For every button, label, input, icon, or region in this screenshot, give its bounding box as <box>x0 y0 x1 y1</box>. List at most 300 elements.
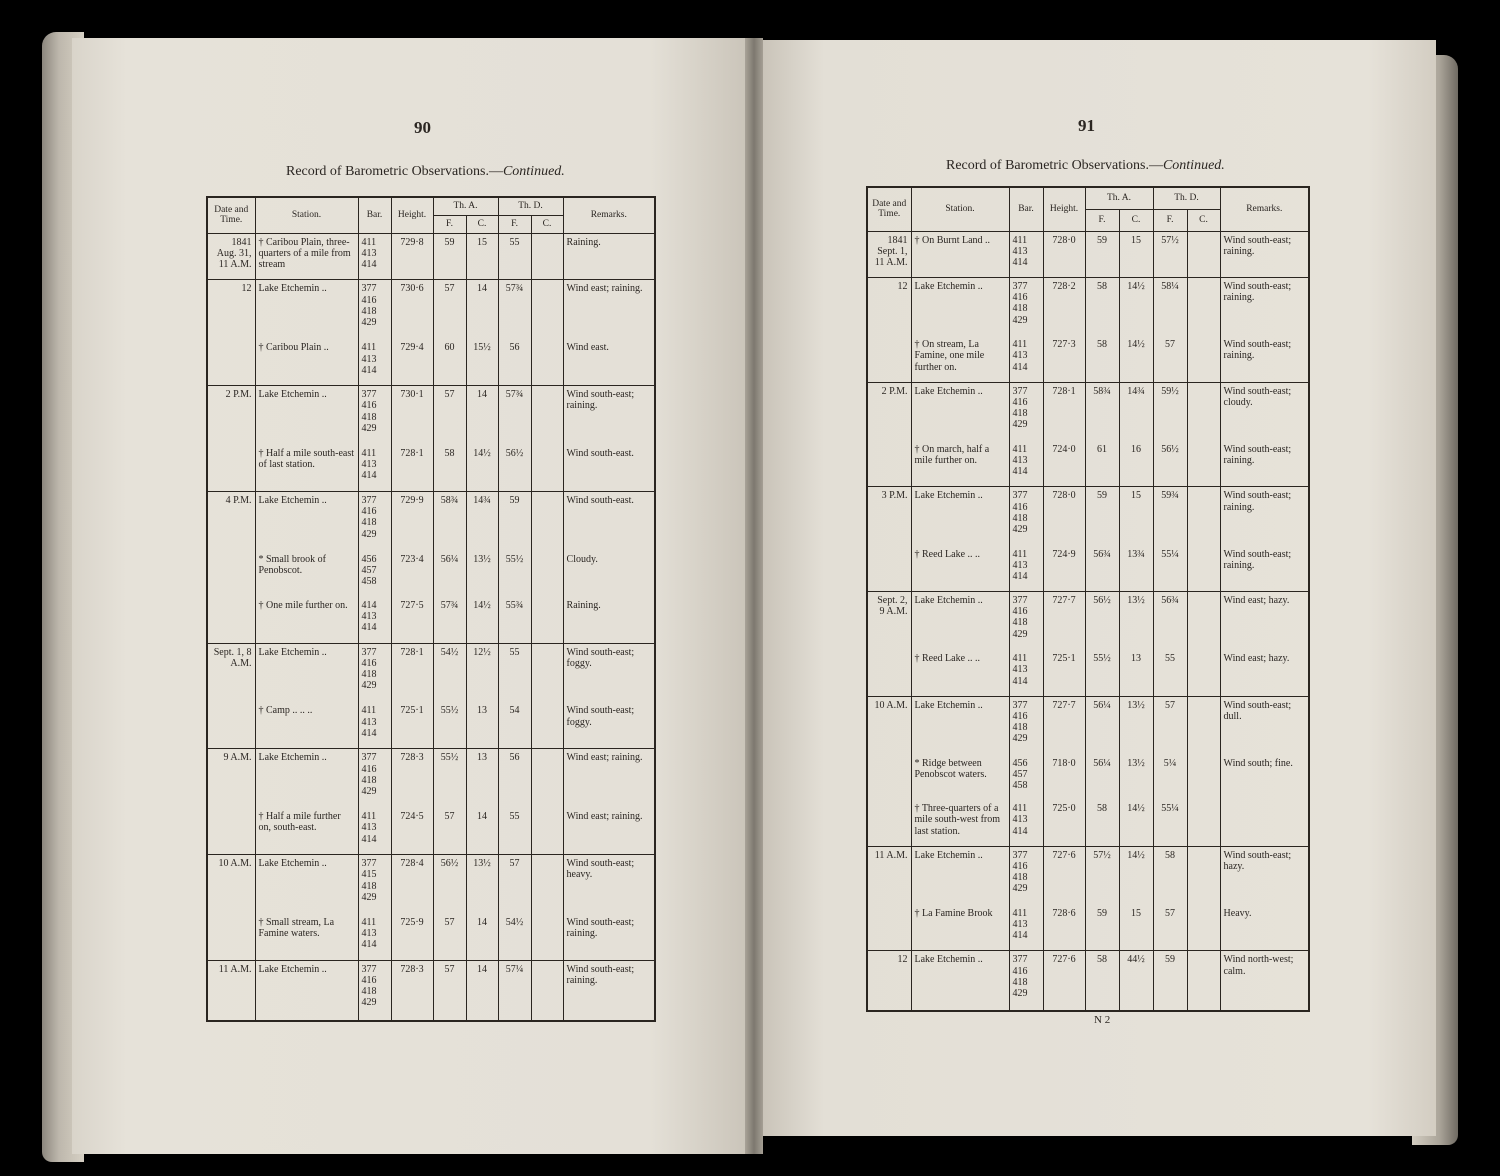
header-height: Height. <box>1043 187 1085 231</box>
height-cell: 725·0 <box>1043 800 1085 846</box>
date-cell <box>207 339 255 385</box>
height-cell: 730·1 <box>391 386 433 445</box>
station-cell: † Half a mile further on, south-east. <box>255 808 358 854</box>
table-row <box>207 808 655 854</box>
date-cell: 10 A.M. <box>207 855 255 914</box>
th-d-c-cell <box>1187 696 1220 755</box>
th-a-c-cell: 15 <box>1119 905 1153 951</box>
station-cell: Lake Etchemin .. <box>255 386 358 445</box>
table-row <box>867 231 1309 278</box>
remarks-cell: Wind south-east; foggy. <box>563 702 655 748</box>
th-a-f-cell: 56¼ <box>1085 696 1119 755</box>
station-cell: † Small stream, La Famine waters. <box>255 914 358 960</box>
remarks-cell: Wind east; raining. <box>563 749 655 808</box>
height-cell: 724·5 <box>391 808 433 854</box>
remarks-cell: Wind south-east; raining. <box>1220 487 1309 546</box>
bar-cell: 377 416 418 429 <box>1009 696 1043 755</box>
bar-cell: 377 415 418 429 <box>358 855 391 914</box>
th-a-c-cell: 13½ <box>1119 696 1153 755</box>
station-cell: Lake Etchemin .. <box>255 749 358 808</box>
station-cell: Lake Etchemin .. <box>911 487 1009 546</box>
th-d-f-cell: 55¼ <box>1153 546 1187 592</box>
th-d-f-cell: 5¼ <box>1153 755 1187 800</box>
remarks-cell: Wind north-west; calm. <box>1220 951 1309 1011</box>
table-row <box>867 592 1309 651</box>
remarks-cell: Raining. <box>563 233 655 280</box>
remarks-cell: Wind east; hazy. <box>1220 592 1309 651</box>
remarks-cell: Wind east; hazy. <box>1220 650 1309 696</box>
header-height: Height. <box>391 197 433 233</box>
header-station: Station. <box>911 187 1009 231</box>
station-cell: Lake Etchemin .. <box>255 960 358 1021</box>
height-cell: 728·0 <box>1043 487 1085 546</box>
remarks-cell: Wind south-east; raining. <box>1220 336 1309 382</box>
th-d-f-cell: 56 <box>498 339 531 385</box>
th-a-c-cell: 13½ <box>466 551 498 597</box>
bar-cell: 377 416 418 429 <box>1009 951 1043 1011</box>
th-a-c-cell: 14 <box>466 914 498 960</box>
table-body-right <box>867 231 1309 1011</box>
bar-cell: 411 413 414 <box>358 808 391 854</box>
date-cell <box>207 597 255 643</box>
th-a-c-cell: 14½ <box>466 597 498 643</box>
th-d-f-cell: 55 <box>498 643 531 702</box>
height-cell: 725·1 <box>1043 650 1085 696</box>
station-cell: Lake Etchemin .. <box>255 643 358 702</box>
height-cell: 729·4 <box>391 339 433 385</box>
date-cell <box>207 702 255 748</box>
height-cell: 723·4 <box>391 551 433 597</box>
th-a-f-cell: 59 <box>1085 231 1119 278</box>
th-a-c-cell: 13 <box>1119 650 1153 696</box>
th-a-c-cell: 13½ <box>466 855 498 914</box>
table-row <box>867 487 1309 546</box>
th-a-c-cell: 15 <box>1119 487 1153 546</box>
th-d-f-cell: 57½ <box>1153 231 1187 278</box>
date-cell <box>867 441 911 487</box>
th-a-f-cell: 58¾ <box>1085 382 1119 441</box>
table-row <box>867 800 1309 846</box>
th-d-c-cell <box>1187 336 1220 382</box>
height-cell: 727·6 <box>1043 951 1085 1011</box>
date-cell <box>867 755 911 800</box>
th-d-f-cell: 57¾ <box>498 386 531 445</box>
date-cell <box>867 800 911 846</box>
th-d-c-cell <box>531 960 563 1021</box>
station-cell: † Caribou Plain, three-quarters of a mile from stream <box>255 233 358 280</box>
table-row <box>867 278 1309 337</box>
table-body-left <box>207 233 655 1021</box>
table-row <box>207 643 655 702</box>
th-d-c-cell <box>531 597 563 643</box>
th-a-f-cell: 58 <box>1085 951 1119 1011</box>
th-d-f-cell: 58 <box>1153 846 1187 905</box>
table-row <box>207 445 655 491</box>
th-a-f-cell: 58 <box>1085 336 1119 382</box>
date-cell: 11 A.M. <box>207 960 255 1021</box>
header-th-d-c: C. <box>1187 209 1220 231</box>
th-a-c-cell: 14¾ <box>466 492 498 551</box>
remarks-cell: Wind south-east; raining. <box>563 386 655 445</box>
station-cell: † Half a mile south-east of last station. <box>255 445 358 491</box>
th-a-c-cell: 14½ <box>1119 846 1153 905</box>
th-a-f-cell: 55½ <box>433 702 466 748</box>
th-d-f-cell: 57 <box>1153 696 1187 755</box>
th-d-f-cell: 55¼ <box>1153 800 1187 846</box>
station-cell: Lake Etchemin .. <box>911 382 1009 441</box>
remarks-cell: Wind east. <box>563 339 655 385</box>
th-a-c-cell: 16 <box>1119 441 1153 487</box>
table-row <box>867 755 1309 800</box>
height-cell: 724·9 <box>1043 546 1085 592</box>
table-row <box>207 855 655 914</box>
th-a-c-cell: 13 <box>466 749 498 808</box>
bar-cell: 411 413 414 <box>358 914 391 960</box>
page-title-right-continued: Continued. <box>1162 158 1225 173</box>
table-row <box>867 846 1309 905</box>
page-title-left-continued: Continued. <box>502 164 565 179</box>
th-a-c-cell: 14 <box>466 386 498 445</box>
th-d-c-cell <box>1187 755 1220 800</box>
page-title-left-main: Record of Barometric Observations.— <box>286 164 503 179</box>
station-cell: Lake Etchemin .. <box>911 696 1009 755</box>
th-d-c-cell <box>531 445 563 491</box>
date-cell: 12 <box>867 951 911 1011</box>
date-cell <box>207 551 255 597</box>
page-number-left: 90 <box>414 118 431 137</box>
th-d-c-cell <box>531 914 563 960</box>
height-cell: 727·6 <box>1043 846 1085 905</box>
th-a-f-cell: 55½ <box>433 749 466 808</box>
th-a-c-cell: 14½ <box>466 445 498 491</box>
observations-table-right <box>866 186 1310 1012</box>
table-row <box>207 233 655 280</box>
th-d-c-cell <box>1187 951 1220 1011</box>
th-d-f-cell: 55 <box>498 233 531 280</box>
th-d-f-cell: 55½ <box>498 551 531 597</box>
th-d-f-cell: 54½ <box>498 914 531 960</box>
table-row <box>867 650 1309 696</box>
th-d-c-cell <box>1187 382 1220 441</box>
th-d-f-cell: 59 <box>1153 951 1187 1011</box>
table-row <box>207 386 655 445</box>
th-d-c-cell <box>531 551 563 597</box>
th-d-c-cell <box>531 280 563 339</box>
header-th-d: Th. D. <box>498 197 563 215</box>
height-cell: 728·3 <box>391 960 433 1021</box>
th-d-f-cell: 57 <box>1153 336 1187 382</box>
th-d-c-cell <box>1187 441 1220 487</box>
date-cell: 2 P.M. <box>207 386 255 445</box>
bar-cell: 377 416 418 429 <box>358 492 391 551</box>
station-cell: Lake Etchemin .. <box>255 492 358 551</box>
th-a-f-cell: 56½ <box>433 855 466 914</box>
header-th-d-f: F. <box>1153 209 1187 231</box>
page-title-left <box>286 164 565 180</box>
bar-cell: 377 416 418 429 <box>358 749 391 808</box>
th-d-c-cell <box>531 808 563 854</box>
table-row <box>207 914 655 960</box>
bar-cell: 377 416 418 429 <box>1009 487 1043 546</box>
th-a-c-cell: 13½ <box>1119 592 1153 651</box>
date-cell: Sept. 1, 8 A.M. <box>207 643 255 702</box>
bar-cell: 411 413 414 <box>1009 650 1043 696</box>
date-cell: 1841 Aug. 31, 11 A.M. <box>207 233 255 280</box>
header-station: Station. <box>255 197 358 233</box>
th-a-c-cell: 14 <box>466 960 498 1021</box>
header-th-a-f: F. <box>433 215 466 233</box>
th-a-c-cell: 15½ <box>466 339 498 385</box>
header-th-a-c: C. <box>466 215 498 233</box>
remarks-cell: Cloudy. <box>563 551 655 597</box>
remarks-cell: Wind south; fine. <box>1220 755 1309 800</box>
th-a-f-cell: 57 <box>433 386 466 445</box>
table-row <box>207 492 655 551</box>
bar-cell: 377 416 418 429 <box>358 386 391 445</box>
remarks-cell: Wind south-east; dull. <box>1220 696 1309 755</box>
th-d-c-cell <box>1187 231 1220 278</box>
th-a-c-cell: 14½ <box>1119 336 1153 382</box>
bar-cell: 377 416 418 429 <box>358 960 391 1021</box>
date-cell <box>867 905 911 951</box>
table-row <box>867 546 1309 592</box>
height-cell: 727·7 <box>1043 592 1085 651</box>
table-row <box>867 336 1309 382</box>
table-row <box>867 951 1309 1011</box>
date-cell: 11 A.M. <box>867 846 911 905</box>
th-d-f-cell: 58¼ <box>1153 278 1187 337</box>
remarks-cell: Wind east; raining. <box>563 280 655 339</box>
table-row <box>207 280 655 339</box>
th-a-f-cell: 57½ <box>1085 846 1119 905</box>
date-cell: 1841 Sept. 1, 11 A.M. <box>867 231 911 278</box>
th-a-c-cell: 15 <box>1119 231 1153 278</box>
th-d-f-cell: 56 <box>498 749 531 808</box>
th-d-c-cell <box>531 702 563 748</box>
height-cell: 729·8 <box>391 233 433 280</box>
bar-cell: 414 413 414 <box>358 597 391 643</box>
th-d-f-cell: 57 <box>1153 905 1187 951</box>
th-a-f-cell: 54½ <box>433 643 466 702</box>
header-th-d: Th. D. <box>1153 187 1220 209</box>
station-cell: Lake Etchemin .. <box>255 855 358 914</box>
table-row <box>867 696 1309 755</box>
remarks-cell: Heavy. <box>1220 905 1309 951</box>
th-a-c-cell: 14½ <box>1119 278 1153 337</box>
remarks-cell: Wind south-east; raining. <box>563 914 655 960</box>
th-d-c-cell <box>531 855 563 914</box>
observations-table-left <box>206 196 656 1022</box>
table-row <box>867 905 1309 951</box>
height-cell: 727·5 <box>391 597 433 643</box>
th-a-f-cell: 58 <box>433 445 466 491</box>
header-th-d-c: C. <box>531 215 563 233</box>
th-d-c-cell <box>531 386 563 445</box>
th-d-f-cell: 56½ <box>498 445 531 491</box>
th-d-c-cell <box>1187 846 1220 905</box>
date-cell <box>867 650 911 696</box>
station-cell: * Small brook of Penobscot. <box>255 551 358 597</box>
remarks-cell: Wind south-east. <box>563 445 655 491</box>
th-a-c-cell: 13¾ <box>1119 546 1153 592</box>
station-cell: * Ridge between Penobscot waters. <box>911 755 1009 800</box>
th-d-f-cell: 59¾ <box>1153 487 1187 546</box>
header-date: Date and Time. <box>867 187 911 231</box>
th-d-f-cell: 57 <box>498 855 531 914</box>
station-cell: † Three-quarters of a mile south-west from last station. <box>911 800 1009 846</box>
th-d-f-cell: 55 <box>1153 650 1187 696</box>
date-cell: 4 P.M. <box>207 492 255 551</box>
header-th-a: Th. A. <box>433 197 498 215</box>
station-cell: † Reed Lake .. .. <box>911 546 1009 592</box>
th-a-c-cell: 14 <box>466 280 498 339</box>
date-cell <box>867 546 911 592</box>
th-a-f-cell: 59 <box>1085 905 1119 951</box>
bar-cell: 411 413 414 <box>1009 231 1043 278</box>
th-d-c-cell <box>1187 487 1220 546</box>
station-cell: † Caribou Plain .. <box>255 339 358 385</box>
height-cell: 725·1 <box>391 702 433 748</box>
date-cell <box>867 336 911 382</box>
table-row <box>207 702 655 748</box>
remarks-cell: Raining. <box>563 597 655 643</box>
bar-cell: 411 413 414 <box>1009 441 1043 487</box>
th-d-c-cell <box>531 233 563 280</box>
th-d-f-cell: 56¾ <box>1153 592 1187 651</box>
th-d-f-cell: 59 <box>498 492 531 551</box>
th-a-f-cell: 58¾ <box>433 492 466 551</box>
table-row <box>207 749 655 808</box>
height-cell: 724·0 <box>1043 441 1085 487</box>
table-row <box>207 960 655 1021</box>
bar-cell: 456 457 458 <box>358 551 391 597</box>
th-a-f-cell: 57 <box>433 280 466 339</box>
height-cell: 725·9 <box>391 914 433 960</box>
station-cell: † Camp .. .. .. <box>255 702 358 748</box>
height-cell: 728·2 <box>1043 278 1085 337</box>
header-bar: Bar. <box>1009 187 1043 231</box>
th-a-f-cell: 57¾ <box>433 597 466 643</box>
table-row <box>207 597 655 643</box>
bar-cell: 411 413 414 <box>358 702 391 748</box>
bar-cell: 377 416 418 429 <box>1009 592 1043 651</box>
remarks-cell: Wind south-east; foggy. <box>563 643 655 702</box>
station-cell: Lake Etchemin .. <box>911 846 1009 905</box>
remarks-cell: Wind south-east; raining. <box>1220 278 1309 337</box>
date-cell <box>207 808 255 854</box>
station-cell: † Reed Lake .. .. <box>911 650 1009 696</box>
th-d-c-cell <box>1187 592 1220 651</box>
remarks-cell: Wind east; raining. <box>563 808 655 854</box>
header-date: Date and Time. <box>207 197 255 233</box>
th-a-f-cell: 59 <box>1085 487 1119 546</box>
date-cell: 2 P.M. <box>867 382 911 441</box>
height-cell: 728·1 <box>1043 382 1085 441</box>
header-th-d-f: F. <box>498 215 531 233</box>
station-cell: † La Famine Brook <box>911 905 1009 951</box>
th-d-f-cell: 55 <box>498 808 531 854</box>
height-cell: 730·6 <box>391 280 433 339</box>
height-cell: 728·3 <box>391 749 433 808</box>
header-bar: Bar. <box>358 197 391 233</box>
height-cell: 727·3 <box>1043 336 1085 382</box>
th-a-f-cell: 57 <box>433 808 466 854</box>
height-cell: 727·7 <box>1043 696 1085 755</box>
th-d-c-cell <box>531 492 563 551</box>
height-cell: 728·4 <box>391 855 433 914</box>
station-cell: † On march, half a mile further on. <box>911 441 1009 487</box>
th-d-f-cell: 56½ <box>1153 441 1187 487</box>
th-a-c-cell: 15 <box>466 233 498 280</box>
remarks-cell: Wind south-east; hazy. <box>1220 846 1309 905</box>
th-a-f-cell: 56½ <box>1085 592 1119 651</box>
bar-cell: 411 413 414 <box>1009 800 1043 846</box>
bar-cell: 411 413 414 <box>358 233 391 280</box>
date-cell: 10 A.M. <box>867 696 911 755</box>
table-row <box>207 339 655 385</box>
header-th-a-c: C. <box>1119 209 1153 231</box>
remarks-cell: Wind south-east; raining. <box>1220 231 1309 278</box>
table-row <box>867 382 1309 441</box>
bar-cell: 377 416 418 429 <box>358 280 391 339</box>
bar-cell: 411 413 414 <box>1009 336 1043 382</box>
remarks-cell: Wind south-east; cloudy. <box>1220 382 1309 441</box>
th-d-f-cell: 57¼ <box>498 960 531 1021</box>
bar-cell: 411 413 414 <box>1009 905 1043 951</box>
th-d-f-cell: 57¾ <box>498 280 531 339</box>
th-a-f-cell: 58 <box>1085 800 1119 846</box>
station-cell: † One mile further on. <box>255 597 358 643</box>
header-remarks: Remarks. <box>563 197 655 233</box>
th-a-c-cell: 12½ <box>466 643 498 702</box>
date-cell <box>207 445 255 491</box>
th-d-f-cell: 54 <box>498 702 531 748</box>
date-cell: 12 <box>867 278 911 337</box>
station-cell: Lake Etchemin .. <box>911 951 1009 1011</box>
th-a-f-cell: 55½ <box>1085 650 1119 696</box>
bar-cell: 377 416 418 429 <box>358 643 391 702</box>
remarks-cell: Wind south-east; raining. <box>1220 546 1309 592</box>
station-cell: Lake Etchemin .. <box>911 592 1009 651</box>
page-number-right: 91 <box>1078 116 1095 135</box>
th-a-c-cell: 13½ <box>1119 755 1153 800</box>
station-cell: † On stream, La Famine, one mile further on. <box>911 336 1009 382</box>
th-d-c-cell <box>531 749 563 808</box>
page-title-right <box>946 158 1225 174</box>
bar-cell: 377 416 418 429 <box>1009 382 1043 441</box>
remarks-cell: Wind south-east; raining. <box>1220 441 1309 487</box>
remarks-cell <box>1220 800 1309 846</box>
th-a-c-cell: 13 <box>466 702 498 748</box>
date-cell: 12 <box>207 280 255 339</box>
th-d-c-cell <box>1187 650 1220 696</box>
th-a-f-cell: 56¼ <box>1085 755 1119 800</box>
th-a-f-cell: 56¼ <box>433 551 466 597</box>
bar-cell: 411 413 414 <box>358 445 391 491</box>
th-a-f-cell: 59 <box>433 233 466 280</box>
height-cell: 729·9 <box>391 492 433 551</box>
date-cell: 3 P.M. <box>867 487 911 546</box>
date-cell <box>207 914 255 960</box>
bar-cell: 411 413 414 <box>358 339 391 385</box>
remarks-cell: Wind south-east; raining. <box>563 960 655 1021</box>
height-cell: 728·0 <box>1043 231 1085 278</box>
date-cell: Sept. 2, 9 A.M. <box>867 592 911 651</box>
th-a-c-cell: 14 <box>466 808 498 854</box>
th-a-f-cell: 61 <box>1085 441 1119 487</box>
height-cell: 728·1 <box>391 643 433 702</box>
bar-cell: 377 416 418 429 <box>1009 846 1043 905</box>
